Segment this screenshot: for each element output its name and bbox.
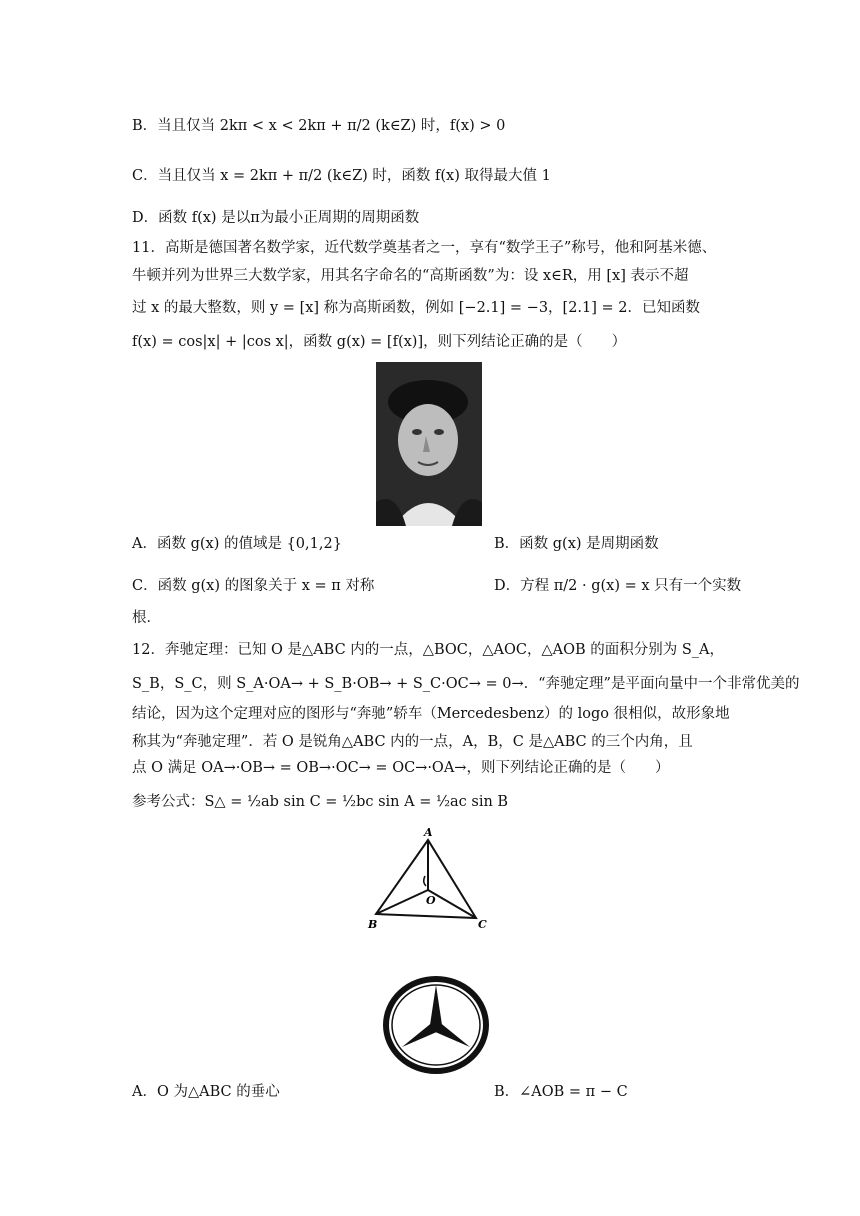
q11-option-d-continued: 根． [132,610,161,626]
point-o-label: O [426,894,436,907]
q11-option-c: C．函数 g(x) 的图象关于 x = π 对称 [132,578,375,594]
q12-line-1: 12．奔驰定理：已知 O 是△ABC 内的一点，△BOC，△AOC，△AOB 的面积分别为 S_A， [132,642,725,658]
triangle-diagram [366,828,496,934]
q11-option-a: A．函数 g(x) 的值域是 {0,1,2} [132,536,342,552]
vertex-b-label: B [368,918,378,931]
q11-line-4: f(x) = cos|x| + |cos x|，函数 g(x) = [f(x)]，则下列结论正确的是（ ） [132,334,627,350]
vertex-c-label: C [478,918,487,931]
q12-line-3: 结论，因为这个定理对应的图形与“奔驰”轿车（Mercedesbenz）的 logo 很相似，故形象地 [132,706,730,722]
option-d-10: D．函数 f(x) 是以π为最小正周期的周期函数 [132,210,420,226]
q12-line-4: 称其为“奔驰定理”．若 O 是锐角△ABC 内的一点，A，B，C 是△ABC 的三个内角，且 [132,734,693,750]
option-c-10: C．当且仅当 x = 2kπ + π/2 (k∈Z) 时，函数 f(x) 取得最大值 1 [132,168,551,184]
q11-line-3: 过 x 的最大整数，则 y = [x] 称为高斯函数，例如 [−2.1] = −3，[2.1] = 2．已知函数 [132,300,701,316]
vertex-a-label: A [424,828,433,839]
gauss-portrait [376,362,482,526]
q12-option-a: A．O 为△ABC 的垂心 [132,1084,280,1100]
q12-line-5: 点 O 满足 OA→·OB→ = OB→·OC→ = OC→·OA→，则下列结论正确的是（ ） [132,760,670,776]
q11-option-d: D．方程 π/2 · g(x) = x 只有一个实数 [494,578,742,594]
q12-option-b: B．∠AOB = π − C [494,1084,628,1100]
mercedes-logo [382,975,490,1075]
q12-reference-formula: 参考公式：S△ = ½ab sin C = ½bc sin A = ½ac sin B [132,794,509,810]
q11-line-2: 牛顿并列为世界三大数学家，用其名字命名的“高斯函数”为：设 x∈R，用 [x] 表示不超 [132,268,689,284]
q11-line-1: 11．高斯是德国著名数学家，近代数学奠基者之一，享有“数学王子”称号，他和阿基米德、 [132,240,717,256]
q11-option-b: B．函数 g(x) 是周期函数 [494,536,659,552]
option-b-10: B．当且仅当 2kπ < x < 2kπ + π/2 (k∈Z) 时，f(x) > 0 [132,118,506,134]
q12-line-2: S_B，S_C，则 S_A·OA→ + S_B·OB→ + S_C·OC→ = 0→．“奔驰定理”是平面向量中一个非常优美的 [132,676,800,692]
